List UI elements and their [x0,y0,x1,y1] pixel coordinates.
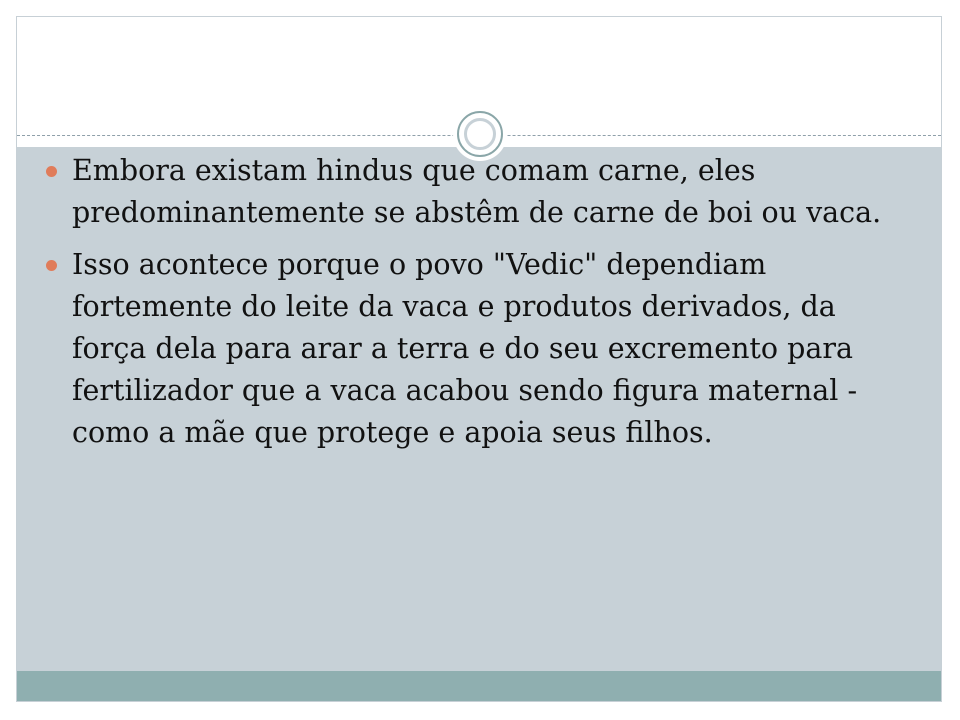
footer-bar [17,671,941,702]
bullet-dot-icon [46,260,57,271]
bullet-dot-icon [46,166,57,177]
bullet-text: Embora existam hindus que comam carne, eles predominantemente se abstêm de carne de boi ou vaca. [72,154,882,229]
bullet-list [46,150,886,464]
bullet-item [46,244,886,454]
ornament-inner-ring [464,118,496,150]
bullet-item [46,150,886,234]
bullet-text: Isso acontece porque o povo "Vedic" dependiam fortemente do leite da vaca e produtos derivados, da força dela para arar a terra e do seu excremento para fertilizador que a vaca acabou sendo figura maternal - como a mãe que protege e apoia seus filhos. [72,248,858,449]
